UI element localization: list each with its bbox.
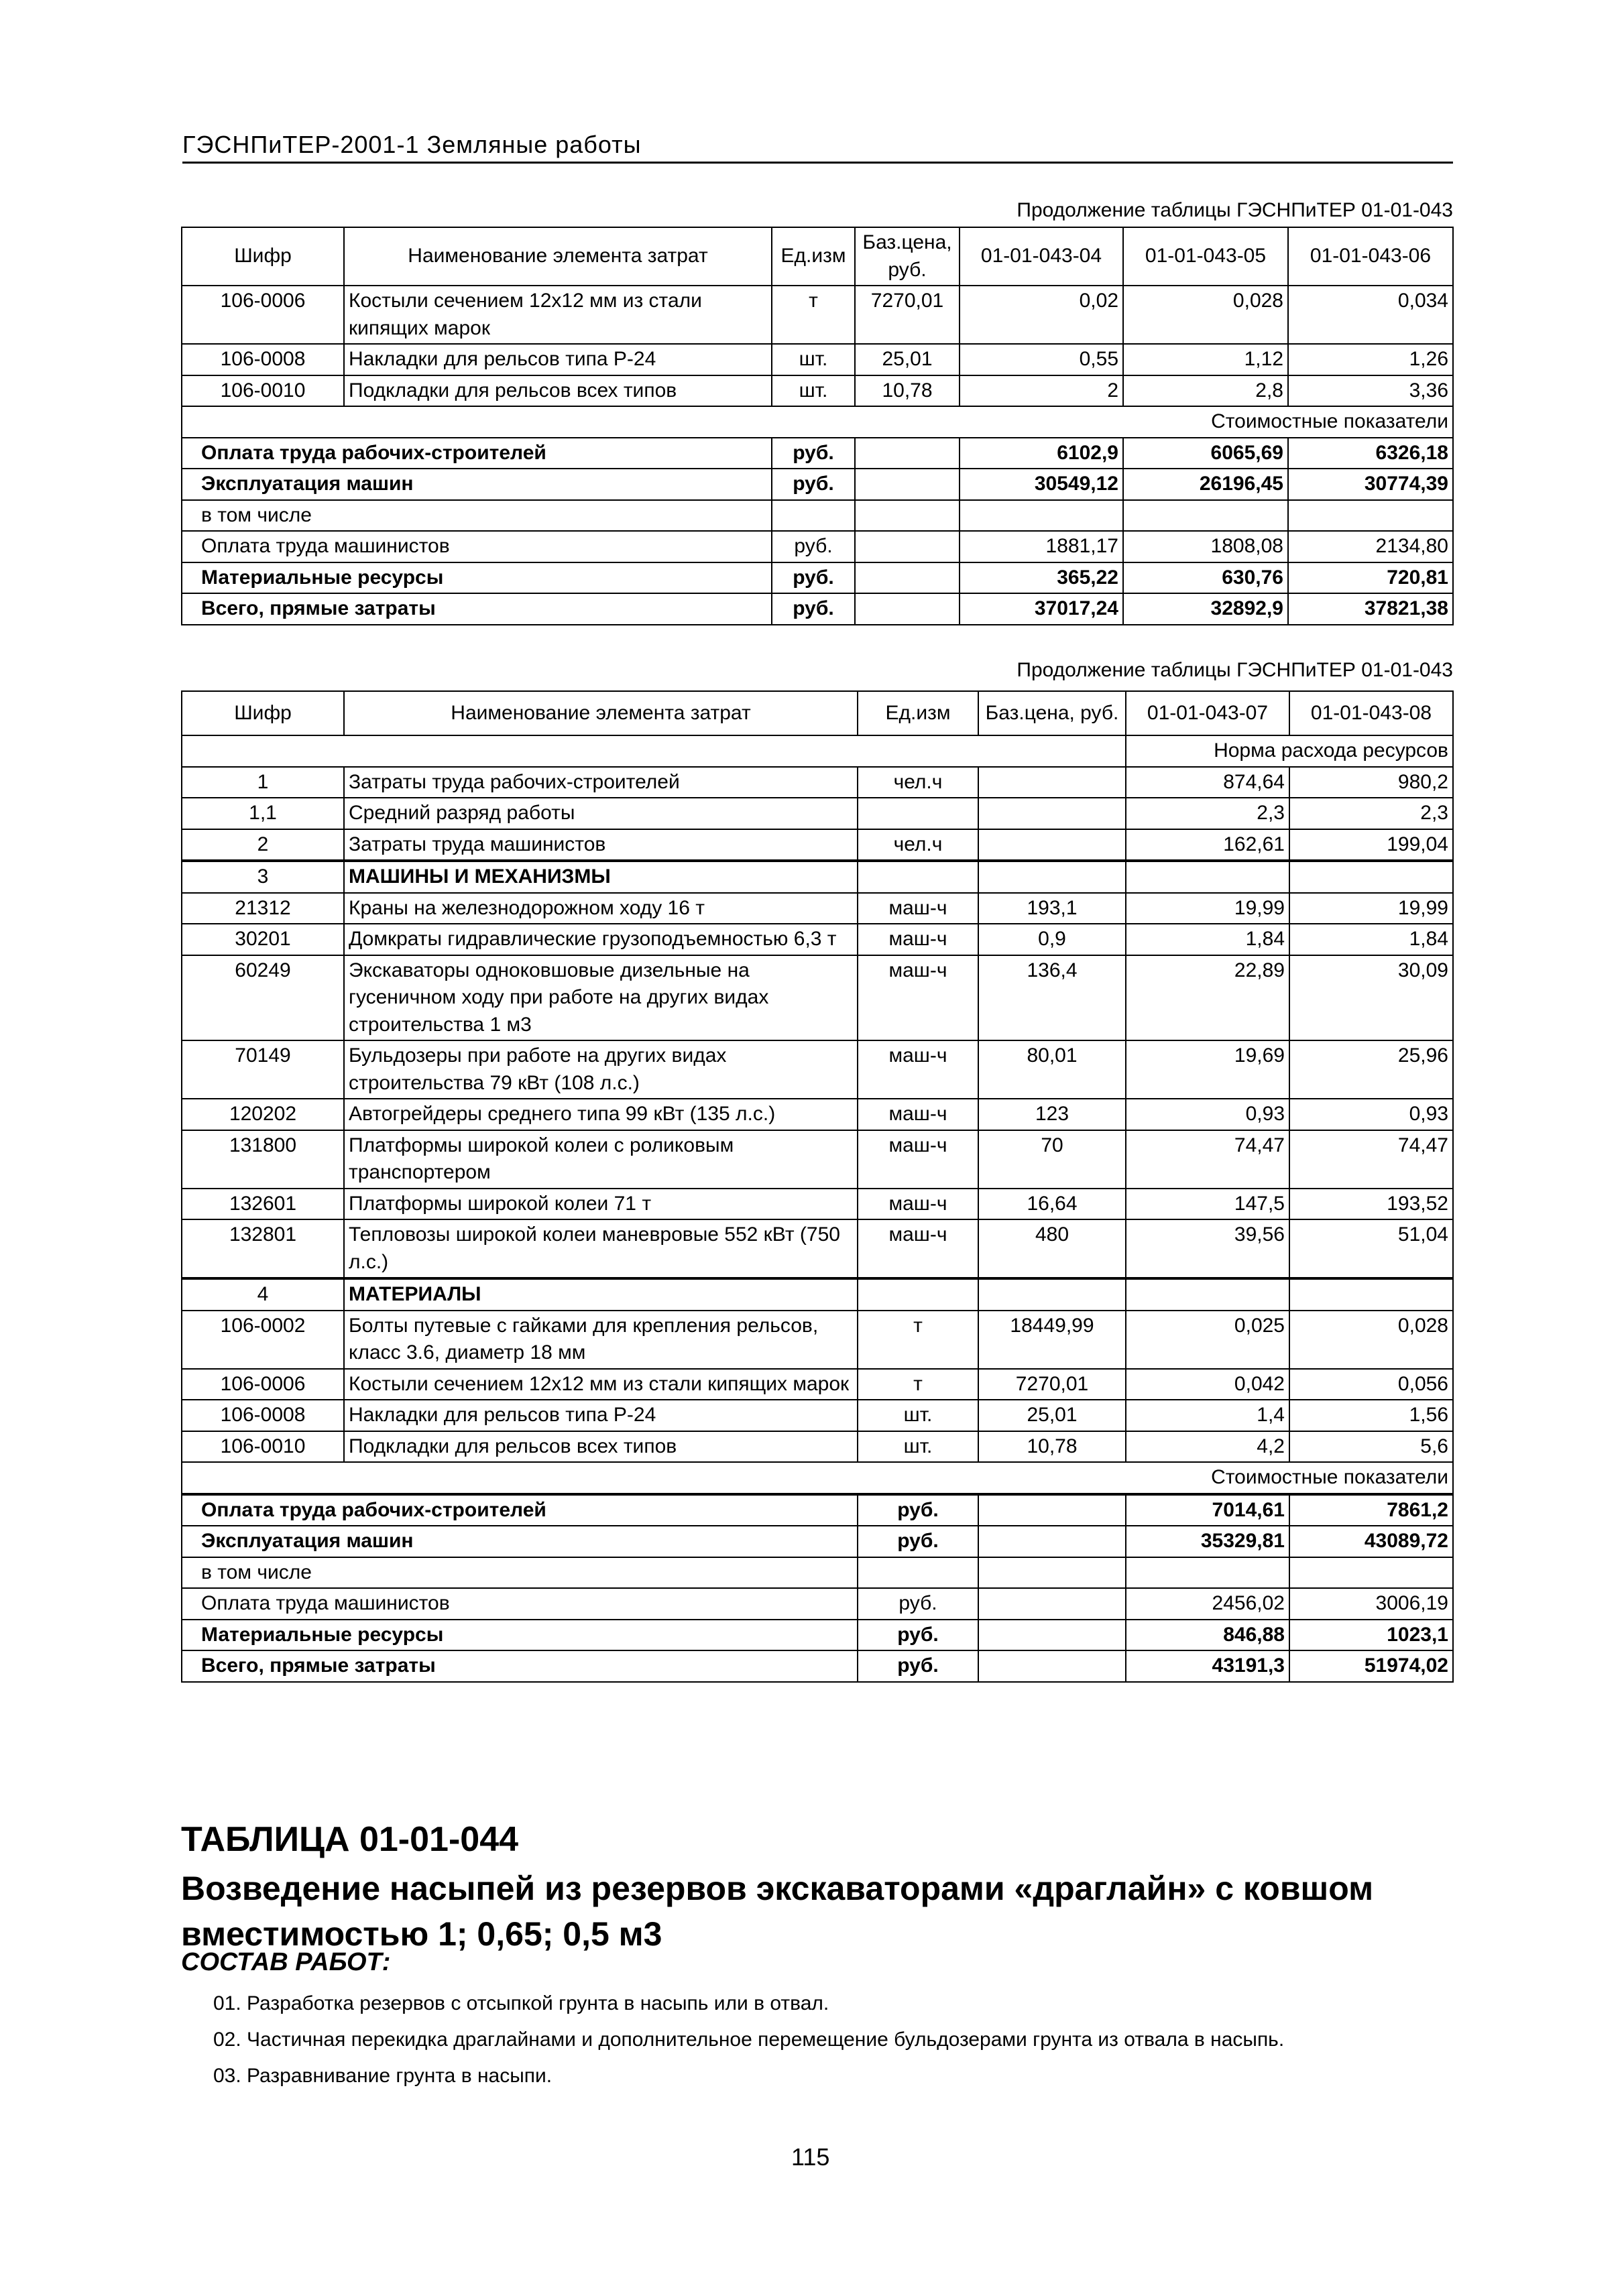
table-cell: Платформы широкой колеи с роликовым транспортером — [344, 1130, 858, 1189]
table-cell: шт. — [772, 375, 855, 407]
cost-row — [182, 1650, 1453, 1682]
table-cell: 1,1 — [182, 798, 344, 829]
table-cell: чел.ч — [858, 767, 978, 798]
table-cell — [855, 500, 960, 532]
table-cell: 1,84 — [1126, 924, 1289, 955]
header-row — [182, 227, 1453, 286]
column-header: Наименование элемента затрат — [344, 691, 858, 735]
header-row — [182, 691, 1453, 735]
table-cell: маш-ч — [858, 1219, 978, 1278]
cost-row — [182, 562, 1453, 594]
table-cell: 16,64 — [978, 1189, 1126, 1220]
table-cell: 25,01 — [978, 1400, 1126, 1431]
table-cell: 7270,01 — [855, 286, 960, 344]
table-cell: 980,2 — [1289, 767, 1453, 798]
section-label: Стоимостные показатели — [182, 406, 1453, 438]
table-cell: 7270,01 — [978, 1369, 1126, 1400]
table-cell: 0,9 — [978, 924, 1126, 955]
table-cell: 10,78 — [855, 375, 960, 407]
table-cell — [855, 562, 960, 594]
table-cell: 1,56 — [1289, 1400, 1453, 1431]
table-cell: Накладки для рельсов типа Р-24 — [344, 1400, 858, 1431]
table-cell: 6326,18 — [1288, 438, 1453, 469]
cost-row — [182, 438, 1453, 469]
table-cell: 2 — [960, 375, 1123, 407]
table-cell — [858, 798, 978, 829]
table-cell — [855, 531, 960, 562]
cost-row — [182, 593, 1453, 625]
table-cell: 4 — [182, 1278, 344, 1311]
table-cell: руб. — [858, 1650, 978, 1682]
table-cell: 1808,08 — [1123, 531, 1288, 562]
table-cell: т — [858, 1369, 978, 1400]
cost-row — [182, 1494, 1453, 1526]
page-number: 115 — [791, 2143, 830, 2171]
table-cell — [1123, 500, 1288, 532]
cost-row — [182, 1557, 1453, 1589]
table-cell: 2,3 — [1289, 798, 1453, 829]
table-cell: Домкраты гидравлические грузоподъемностью 6,3 т — [344, 924, 858, 955]
table-cell: 19,99 — [1289, 893, 1453, 924]
table-cell: Всего, прямые затраты — [182, 593, 772, 625]
cost-row — [182, 1620, 1453, 1651]
works-list — [213, 1986, 1284, 2094]
table-cell: 0,93 — [1126, 1099, 1289, 1130]
table-cell: маш-ч — [858, 1040, 978, 1099]
table-cell: Всего, прямые затраты — [182, 1650, 858, 1682]
table-cell: 2,8 — [1123, 375, 1288, 407]
table-cell: 51,04 — [1289, 1219, 1453, 1278]
column-header: 01-01-043-04 — [960, 227, 1123, 286]
table-cell: 1,12 — [1123, 344, 1288, 375]
works-heading: СОСТАВ РАБОТ: — [181, 1948, 391, 1976]
table-cell: руб. — [772, 438, 855, 469]
table-cell: Оплата труда рабочих-строителей — [182, 1494, 858, 1526]
table-row — [182, 1040, 1453, 1099]
table-cell: Накладки для рельсов типа Р-24 — [344, 344, 772, 375]
table-cell: 2 — [182, 829, 344, 861]
table-cell: маш-ч — [858, 924, 978, 955]
table-cell: 106-0008 — [182, 1400, 344, 1431]
table-cell — [1126, 1278, 1289, 1311]
table-row — [182, 286, 1453, 344]
table-cell: Тепловозы широкой колеи маневровые 552 кВт (750 л.с.) — [344, 1219, 858, 1278]
table-cell: 0,028 — [1123, 286, 1288, 344]
column-header: Баз.цена, руб. — [855, 227, 960, 286]
table-cell: 0,93 — [1289, 1099, 1453, 1130]
table-row — [182, 893, 1453, 924]
table-cell: 874,64 — [1126, 767, 1289, 798]
table-cell: 80,01 — [978, 1040, 1126, 1099]
table-cell: 162,61 — [1126, 829, 1289, 861]
table-cell: 131800 — [182, 1130, 344, 1189]
table-cell: 26196,45 — [1123, 469, 1288, 500]
table-cell: 1023,1 — [1289, 1620, 1453, 1651]
table1-caption: Продолжение таблицы ГЭСНПиТЕР 01-01-043 — [1017, 199, 1453, 221]
table-cell — [978, 1278, 1126, 1311]
table-cell: 630,76 — [1123, 562, 1288, 594]
table-cell: 132601 — [182, 1189, 344, 1220]
table-cell: 1881,17 — [960, 531, 1123, 562]
table-cell: 74,47 — [1126, 1130, 1289, 1189]
table-cell — [1288, 500, 1453, 532]
table-cell: 6102,9 — [960, 438, 1123, 469]
table-cell: Автогрейдеры среднего типа 99 кВт (135 л.с.) — [344, 1099, 858, 1130]
table-cell: 365,22 — [960, 562, 1123, 594]
table-cell: 35329,81 — [1126, 1526, 1289, 1557]
table-row — [182, 861, 1453, 893]
table-cell: шт. — [858, 1431, 978, 1463]
table-cell: Костыли сечением 12х12 мм из стали кипящих марок — [344, 286, 772, 344]
table-cell: Болты путевые с гайками для крепления рельсов, класс 3.6, диаметр 18 мм — [344, 1311, 858, 1369]
table-cell: 70 — [978, 1130, 1126, 1189]
table-cell: маш-ч — [858, 893, 978, 924]
table-cell: Подкладки для рельсов всех типов — [344, 375, 772, 407]
table-cell — [978, 1620, 1126, 1651]
table-cell: 1,26 — [1288, 344, 1453, 375]
table-subtitle: Возведение насыпей из резервов экскаваторами «драглайн» с ковшом вместимостью 1; 0,65; 0,5 м3 — [181, 1870, 1374, 1953]
table-row — [182, 798, 1453, 829]
table-cell — [858, 861, 978, 893]
table-cell: 2,3 — [1126, 798, 1289, 829]
table-row — [182, 344, 1453, 375]
table-cell: руб. — [858, 1526, 978, 1557]
table-cell: 18449,99 — [978, 1311, 1126, 1369]
table-cell: 2456,02 — [1126, 1588, 1289, 1620]
table-row — [182, 1369, 1453, 1400]
section-row — [182, 1462, 1453, 1494]
table-cell: МАТЕРИАЛЫ — [344, 1278, 858, 1311]
table-cell: руб. — [858, 1620, 978, 1651]
table-cell: 6065,69 — [1123, 438, 1288, 469]
column-header: Шифр — [182, 691, 344, 735]
table-cell: 106-0006 — [182, 286, 344, 344]
cost-row — [182, 1588, 1453, 1620]
table-cell: маш-ч — [858, 955, 978, 1041]
table-cell: 0,025 — [1126, 1311, 1289, 1369]
table-cell: руб. — [772, 531, 855, 562]
column-header: 01-01-043-08 — [1289, 691, 1453, 735]
table-cell: 32892,9 — [1123, 593, 1288, 625]
table-cell: Затраты труда рабочих-строителей — [344, 767, 858, 798]
table-cell — [978, 798, 1126, 829]
works-item: 01. Разработка резервов с отсыпкой грунта в насыпь или в отвал. — [213, 1992, 829, 2014]
table-cell — [1126, 1557, 1289, 1589]
table-cell — [978, 1557, 1126, 1589]
table-cell: 0,056 — [1289, 1369, 1453, 1400]
table-cell: 1,4 — [1126, 1400, 1289, 1431]
table-row — [182, 955, 1453, 1041]
table-cell: 0,028 — [1289, 1311, 1453, 1369]
table-cell — [960, 500, 1123, 532]
table-cell: 2134,80 — [1288, 531, 1453, 562]
column-header: Ед.изм — [772, 227, 855, 286]
table-cell: 0,02 — [960, 286, 1123, 344]
table-cell: руб. — [772, 469, 855, 500]
table-cell: 199,04 — [1289, 829, 1453, 861]
running-header: ГЭСНПиТЕР-2001-1 Земляные работы — [182, 131, 1453, 164]
table-cell: 19,99 — [1126, 893, 1289, 924]
table-cell: 7014,61 — [1126, 1494, 1289, 1526]
table-cell: 5,6 — [1289, 1431, 1453, 1463]
table-cell: т — [858, 1311, 978, 1369]
table-cell: 3,36 — [1288, 375, 1453, 407]
table-row — [182, 1130, 1453, 1189]
table-cell: 1 — [182, 767, 344, 798]
table-cell: Оплата труда рабочих-строителей — [182, 438, 772, 469]
table-cell: 30549,12 — [960, 469, 1123, 500]
table-cell: 720,81 — [1288, 562, 1453, 594]
column-header: 01-01-043-05 — [1123, 227, 1288, 286]
table-cell: 25,96 — [1289, 1040, 1453, 1099]
works-item: 02. Частичная перекидка драглайнами и дополнительное перемещение бульдозерами грунта из отвала в насыпь. — [213, 2029, 1285, 2051]
table-cell — [978, 1588, 1126, 1620]
table-cell: Материальные ресурсы — [182, 562, 772, 594]
table-cell — [978, 1650, 1126, 1682]
column-header: 01-01-043-07 — [1126, 691, 1289, 735]
column-header: Баз.цена, руб. — [978, 691, 1126, 735]
table-cell: руб. — [772, 593, 855, 625]
table-cell: шт. — [858, 1400, 978, 1431]
table-cell: 106-0008 — [182, 344, 344, 375]
table-cell: маш-ч — [858, 1099, 978, 1130]
table-cell — [1289, 1557, 1453, 1589]
table-cell — [772, 500, 855, 532]
norm-row — [182, 735, 1453, 767]
table-cell: Бульдозеры при работе на других видах строительства 79 кВт (108 л.с.) — [344, 1040, 858, 1099]
table-cell: 132801 — [182, 1219, 344, 1278]
table-cell: 37017,24 — [960, 593, 1123, 625]
table-cell: 1,84 — [1289, 924, 1453, 955]
table-cell: 193,1 — [978, 893, 1126, 924]
section-label: Стоимостные показатели — [182, 1462, 1453, 1494]
table-cell: 147,5 — [1126, 1189, 1289, 1220]
table-cell: 846,88 — [1126, 1620, 1289, 1651]
table-cell: 10,78 — [978, 1431, 1126, 1463]
table-cell: 3006,19 — [1289, 1588, 1453, 1620]
table-cell — [978, 1494, 1126, 1526]
table-cell — [855, 438, 960, 469]
table-cell: 123 — [978, 1099, 1126, 1130]
table-title: ТАБЛИЦА 01-01-044 — [181, 1820, 519, 1859]
table-cell: 43089,72 — [1289, 1526, 1453, 1557]
table-cell: 193,52 — [1289, 1189, 1453, 1220]
table-cell — [1126, 861, 1289, 893]
table-cell: 106-0006 — [182, 1369, 344, 1400]
table-cell: Экскаваторы одноковшовые дизельные на гусеничном ходу при работе на других видах строительства 1 м3 — [344, 955, 858, 1041]
table-cell — [1289, 861, 1453, 893]
cost-row — [182, 1526, 1453, 1557]
column-header: Наименование элемента затрат — [344, 227, 772, 286]
table-cell: 480 — [978, 1219, 1126, 1278]
table-cell — [1289, 1278, 1453, 1311]
table-row — [182, 375, 1453, 407]
resource-table-1 — [181, 227, 1454, 625]
table-cell — [978, 1526, 1126, 1557]
table-cell — [182, 735, 1126, 767]
norm-label: Норма расхода ресурсов — [1126, 735, 1453, 767]
table-cell — [858, 1278, 978, 1311]
table-cell: руб. — [772, 562, 855, 594]
table-cell: 70149 — [182, 1040, 344, 1099]
table-cell: в том числе — [182, 1557, 858, 1589]
table-cell: 0,042 — [1126, 1369, 1289, 1400]
table-cell: 30201 — [182, 924, 344, 955]
table-cell: руб. — [858, 1588, 978, 1620]
table-cell — [978, 829, 1126, 861]
table-cell — [855, 593, 960, 625]
table-cell: 7861,2 — [1289, 1494, 1453, 1526]
table-cell: 74,47 — [1289, 1130, 1453, 1189]
table-cell: 4,2 — [1126, 1431, 1289, 1463]
table-cell: 51974,02 — [1289, 1650, 1453, 1682]
table-cell: 0,55 — [960, 344, 1123, 375]
table-cell: т — [772, 286, 855, 344]
table-row — [182, 1099, 1453, 1130]
table-cell: 19,69 — [1126, 1040, 1289, 1099]
table-row — [182, 1278, 1453, 1311]
section-row — [182, 406, 1453, 438]
table-cell: 37821,38 — [1288, 593, 1453, 625]
table-cell: руб. — [858, 1494, 978, 1526]
table-cell: 136,4 — [978, 955, 1126, 1041]
table-cell: 21312 — [182, 893, 344, 924]
table-cell — [858, 1557, 978, 1589]
table-cell: МАШИНЫ И МЕХАНИЗМЫ — [344, 861, 858, 893]
cost-row — [182, 500, 1453, 532]
column-header: Ед.изм — [858, 691, 978, 735]
table2-caption: Продолжение таблицы ГЭСНПиТЕР 01-01-043 — [1017, 659, 1453, 681]
table-row — [182, 767, 1453, 798]
works-item: 03. Разравнивание грунта в насыпи. — [213, 2065, 553, 2087]
table-cell: Подкладки для рельсов всех типов — [344, 1431, 858, 1463]
table-cell: Оплата труда машинистов — [182, 531, 772, 562]
table-cell: в том числе — [182, 500, 772, 532]
table-cell: чел.ч — [858, 829, 978, 861]
table-cell — [855, 469, 960, 500]
table-row — [182, 924, 1453, 955]
table-cell: 120202 — [182, 1099, 344, 1130]
cost-row — [182, 469, 1453, 500]
table-cell: Костыли сечением 12х12 мм из стали кипящих марок — [344, 1369, 858, 1400]
table-cell: 22,89 — [1126, 955, 1289, 1041]
table-cell: 39,56 — [1126, 1219, 1289, 1278]
column-header: 01-01-043-06 — [1288, 227, 1453, 286]
column-header: Шифр — [182, 227, 344, 286]
table-row — [182, 1311, 1453, 1369]
resource-table-2 — [181, 690, 1454, 1683]
table-cell: 25,01 — [855, 344, 960, 375]
table-cell: Материальные ресурсы — [182, 1620, 858, 1651]
table-cell: 30,09 — [1289, 955, 1453, 1041]
table-cell: Эксплуатация машин — [182, 469, 772, 500]
table-cell: Оплата труда машинистов — [182, 1588, 858, 1620]
cost-row — [182, 531, 1453, 562]
table-cell: 0,034 — [1288, 286, 1453, 344]
table-cell: маш-ч — [858, 1189, 978, 1220]
table-cell: Краны на железнодорожном ходу 16 т — [344, 893, 858, 924]
table-row — [182, 1400, 1453, 1431]
table-cell: 106-0010 — [182, 1431, 344, 1463]
table-row — [182, 829, 1453, 861]
table-cell: 106-0002 — [182, 1311, 344, 1369]
table-cell: 3 — [182, 861, 344, 893]
table-cell: Средний разряд работы — [344, 798, 858, 829]
table-cell: Платформы широкой колеи 71 т — [344, 1189, 858, 1220]
table-cell: 106-0010 — [182, 375, 344, 407]
table-row — [182, 1189, 1453, 1220]
table-cell: 30774,39 — [1288, 469, 1453, 500]
table-cell: 60249 — [182, 955, 344, 1041]
table-cell: 43191,3 — [1126, 1650, 1289, 1682]
table-cell: Затраты труда машинистов — [344, 829, 858, 861]
table-row — [182, 1219, 1453, 1278]
table-cell — [978, 767, 1126, 798]
table-cell: маш-ч — [858, 1130, 978, 1189]
table-cell — [978, 861, 1126, 893]
table-cell: шт. — [772, 344, 855, 375]
table-cell: Эксплуатация машин — [182, 1526, 858, 1557]
table-row — [182, 1431, 1453, 1463]
